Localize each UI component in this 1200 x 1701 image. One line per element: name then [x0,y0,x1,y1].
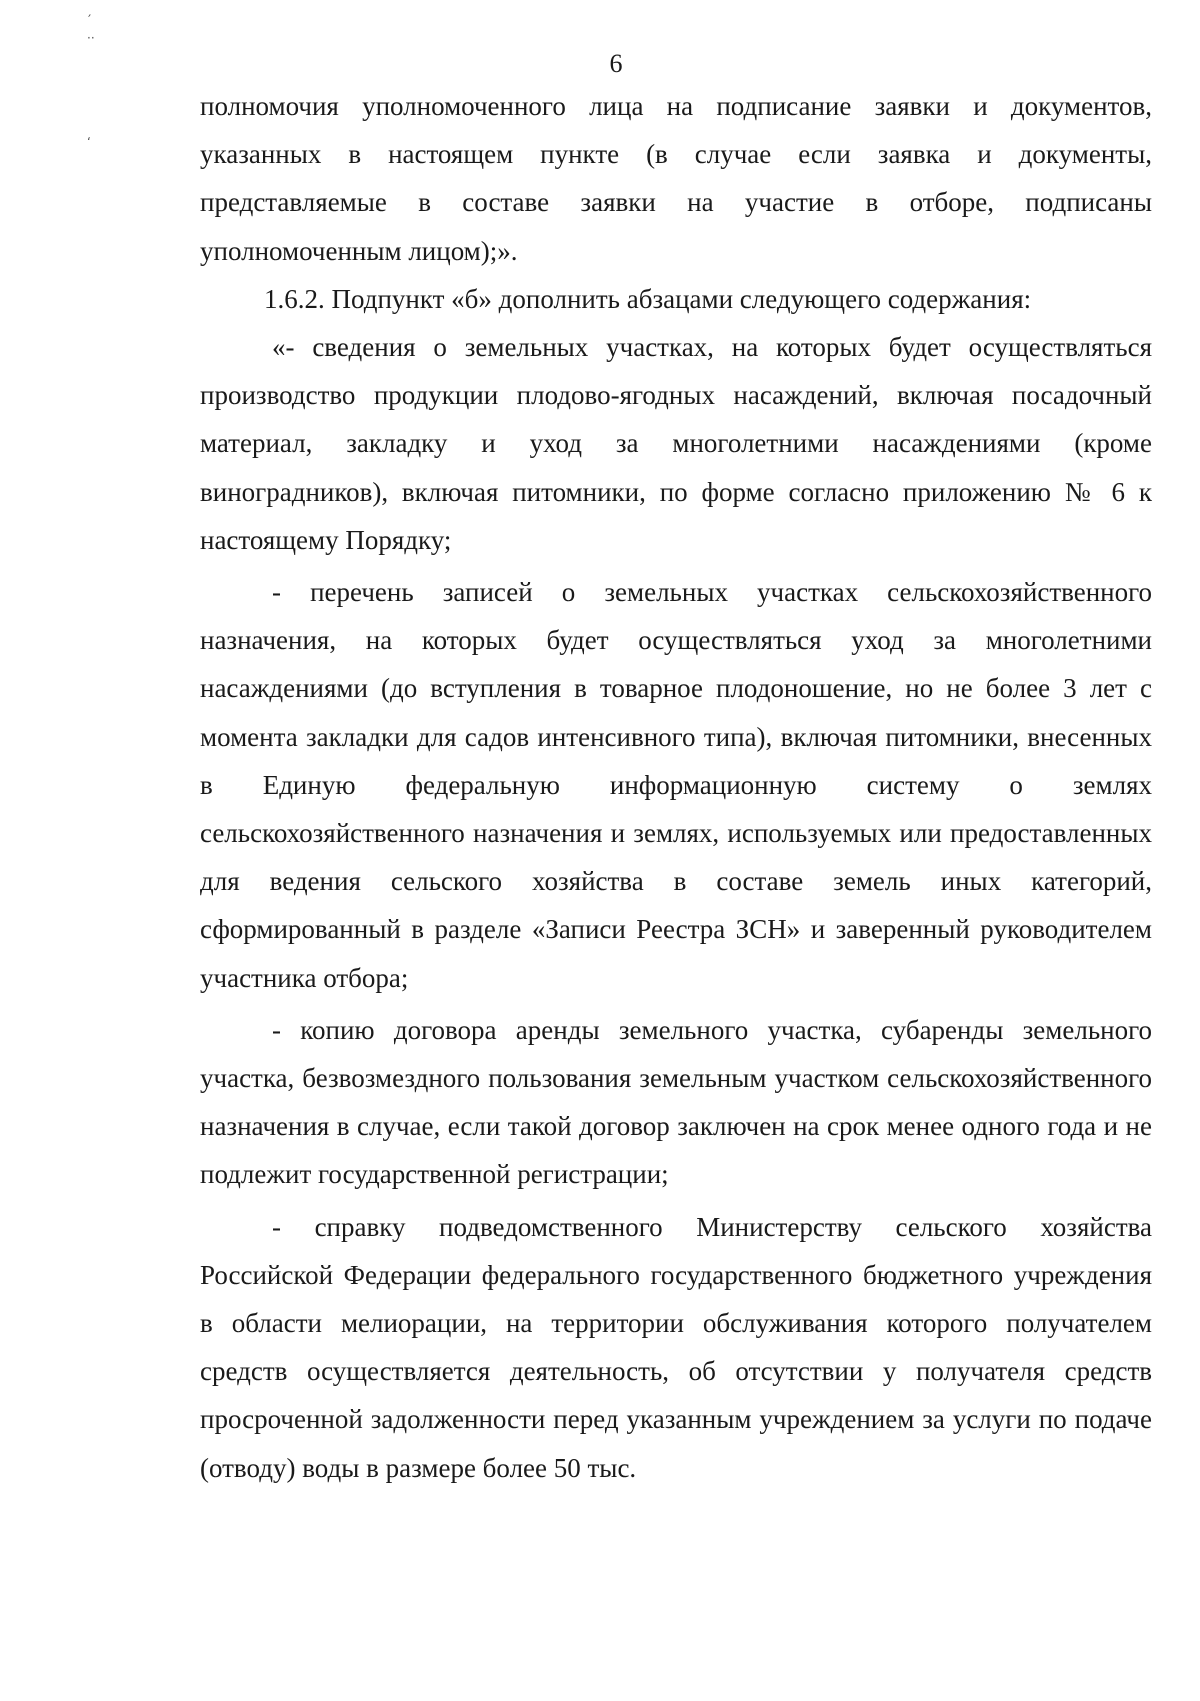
scan-mark: ′ [88,13,92,29]
document-body [200,82,1152,1492]
paragraph-item-lease-copy: - копию договора аренды земельного участка, субаренды земельного участка, безвозмездного пользования земельным участком сельскохозяйственного назначения в случае, если такой договор заключен на срок менее одного года и не подлежит государственной регистрации; [200,1014,1152,1190]
paragraph-item-records-list: - перечень записей о земельных участках сельскохозяйственного назначения, на которых будет осуществляться уход за многолетними насаждениями (до вступления в товарное плодоношение, но не более 3 лет с момента закладки для садов интенсивного типа), включая питомники, внесенных в Единую федеральную информационную систему о землях сельскохозяйственного назначения и землях, используемых или предоставленных для ведения сельского хозяйства в составе земель иных категорий, сформированный в разделе «Записи Реестра ЗСН» и заверенный руководителем участника отбора; [200,577,1152,993]
paragraph-item-certificate: - справку подведомственного Министерству сельского хозяйства Российской Федерации федерального государственного бюджетного учреждения в области мелиорации, на территории обслуживания которого получателем средств осуществляется деятельность, об отсутствии у получателя средств просроченной задолженности перед указанным учреждением за услуги по подаче (отводу) воды в размере более 50 тыс. [200,1211,1152,1483]
page-number: 6 [609,49,623,78]
paragraph-continuation: полномочия уполномоченного лица на подписание заявки и документов, указанных в настоящем пункте (в случае если заявка и документы, представляемые в составе заявки на участие в отборе, подписаны уполномоченным лицом);». [200,91,1152,266]
paragraph-item-land-info: «- сведения о земельных участках, на которых будет осуществляться производство продукции плодово-ягодных насаждений, включая посадочный материал, закладку и уход за многолетними насаждениями (кроме виноградников), включая питомники, по форме согласно приложению № 6 к настоящему Порядку; [200,332,1152,555]
scan-mark: ·· [87,31,95,45]
paragraph-subclause-heading: 1.6.2. Подпункт «б» дополнить абзацами следующего содержания: [264,283,1032,314]
scan-mark: ‘ [87,135,91,149]
